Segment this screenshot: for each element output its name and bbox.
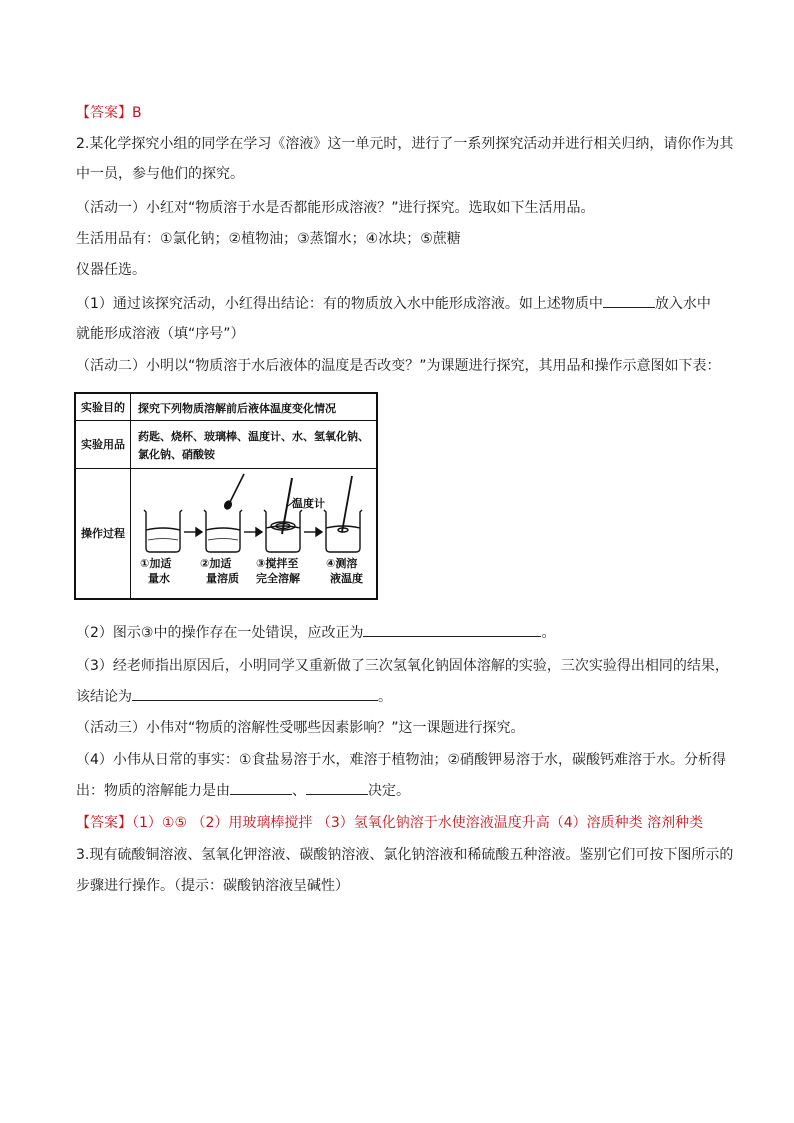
process-label: 操作过程 [76,468,131,598]
purpose-label: 实验目的 [76,394,131,420]
step-4-line-1: ④测溶 [326,557,358,570]
q2-activity-2: （活动二）小明以“物质溶于水后液体的温度是否改变？”为课题进行探究，其用品和操作示意图如下表： [76,358,721,374]
q2-answer-line [76,813,703,833]
q2-sub3-line-1: （3）经老师指出原因后，小明同学又重新做了三次氢氧化钠固体溶解的实验，三次实验得出相同的结果， [76,658,729,674]
experiment-table [74,392,378,600]
q2-answer-text: （1）①⑤ （2）用玻璃棒搅拌 （3）氢氧化钠溶于水使溶液温度升高（4）溶质种类 溶剂种类 [132,815,704,831]
step-1-caption [140,556,171,586]
thermometer-2-icon [342,476,352,532]
step-4-line-2: 液温度 [330,572,363,585]
step-2-caption [200,556,239,586]
step-1-line-1: ①加适 [140,557,172,570]
q2-sub2-text-a: （2）图示③中的操作存在一处错误，应改正为 [76,625,364,641]
step-2-line-2: 量溶质 [206,572,239,585]
table-row-purpose [76,394,376,421]
supplies-line-2: 氯化钠、硝酸铵 [138,448,215,461]
spoon-icon [224,474,244,510]
q2-answer-label: 【答案】 [76,815,132,831]
step-2-line-1: ②加适 [200,557,232,570]
answer-value: B [132,105,142,121]
q2-sub4-sep: 、 [292,783,306,799]
q2-sub2-line [76,622,555,643]
q2-items: 生活用品有：①氯化钠；②植物油；③蒸馏水；④冰块；⑤蔗糖 [76,231,461,247]
q3-line-2: 步骤进行操作。（提示：碳酸钠溶液呈碱性） [76,878,349,894]
q2-sub4-text-b: 出：物质的溶解能力是由 [76,783,230,799]
purpose-text: 探究下列物质溶解前后液体温度变化情况 [138,402,336,415]
q2-sub3-blank[interactable] [132,686,378,701]
beaker-2 [204,510,242,552]
q2-sub4-text-c: 决定。 [368,783,410,799]
q2-sub1-line-2: 就能形成溶液（填“序号”） [76,326,245,342]
arrow-2 [244,528,262,536]
step-3-line-1: ③搅拌至 [256,557,299,570]
q2-sub1-text-a: （1）通过该探究活动，小红得出结论：有的物质放入水中能形成溶液。如上述物质中 [76,296,603,312]
table-row-supplies [76,420,376,469]
q2-sub3-text-b: 该结论为 [76,689,132,705]
q2-sub1-blank[interactable] [603,293,655,308]
q2-sub3-text-c: 。 [378,689,392,705]
q2-sub2-blank[interactable] [363,622,541,637]
table-row-process [76,468,376,598]
step-4-caption [326,556,363,586]
q2-sub1-text-b: 放入水中 [654,296,711,312]
q2-sub2-text-b: 。 [541,625,556,641]
q2-sub4-line-2 [76,780,410,801]
arrow-1 [184,528,202,536]
step-3-line-2: 完全溶解 [256,572,300,585]
q2-activity-3: （活动三）小伟对“物质的溶解性受哪些因素影响？”这一课题进行探究。 [76,720,525,736]
q2-sub4-blank-1[interactable] [230,780,292,795]
q2-activity-1: （活动一）小红对“物质溶于水是否都能形成溶液？”进行探究。选取如下生活用品。 [76,200,595,216]
q2-sub4-blank-2[interactable] [306,780,368,795]
q2-sub4-line-1: （4）小伟从日常的事实：①食盐易溶于水，难溶于植物油；②硝酸钾易溶于水，碳酸钙难溶于水。分析得 [76,752,727,768]
supplies-label: 实验用品 [76,420,131,468]
step-3-caption [256,556,300,586]
q2-sub1-line-1 [76,293,711,314]
step-1-line-2: 量水 [148,572,170,585]
thermometer-label: 温度计 [292,497,325,510]
arrow-3 [304,528,322,536]
answer-label: 【答案】 [76,105,132,121]
q3-line-1: 3.现有硫酸铜溶液、氢氧化钾溶液、碳酸钠溶液、氯化钠溶液和稀硫酸五种溶液。鉴别它们可按下图所示的 [76,847,734,863]
q2-instruments: 仪器任选。 [76,262,146,278]
supplies-text [138,428,372,464]
q2-intro-line-2: 中一员，参与他们的探究。 [76,166,244,182]
beaker-1 [144,510,182,552]
q2-sub3-line-2 [76,686,392,707]
q2-intro-line-1: 2.某化学探究小组的同学在学习《溶液》这一单元时，进行了一系列探究活动并进行相关归纳，请你作为其 [76,136,734,152]
supplies-line-1: 药匙、烧杯、玻璃棒、温度计、水、氢氧化钠、 [138,430,369,443]
answer-line-1 [76,103,142,123]
